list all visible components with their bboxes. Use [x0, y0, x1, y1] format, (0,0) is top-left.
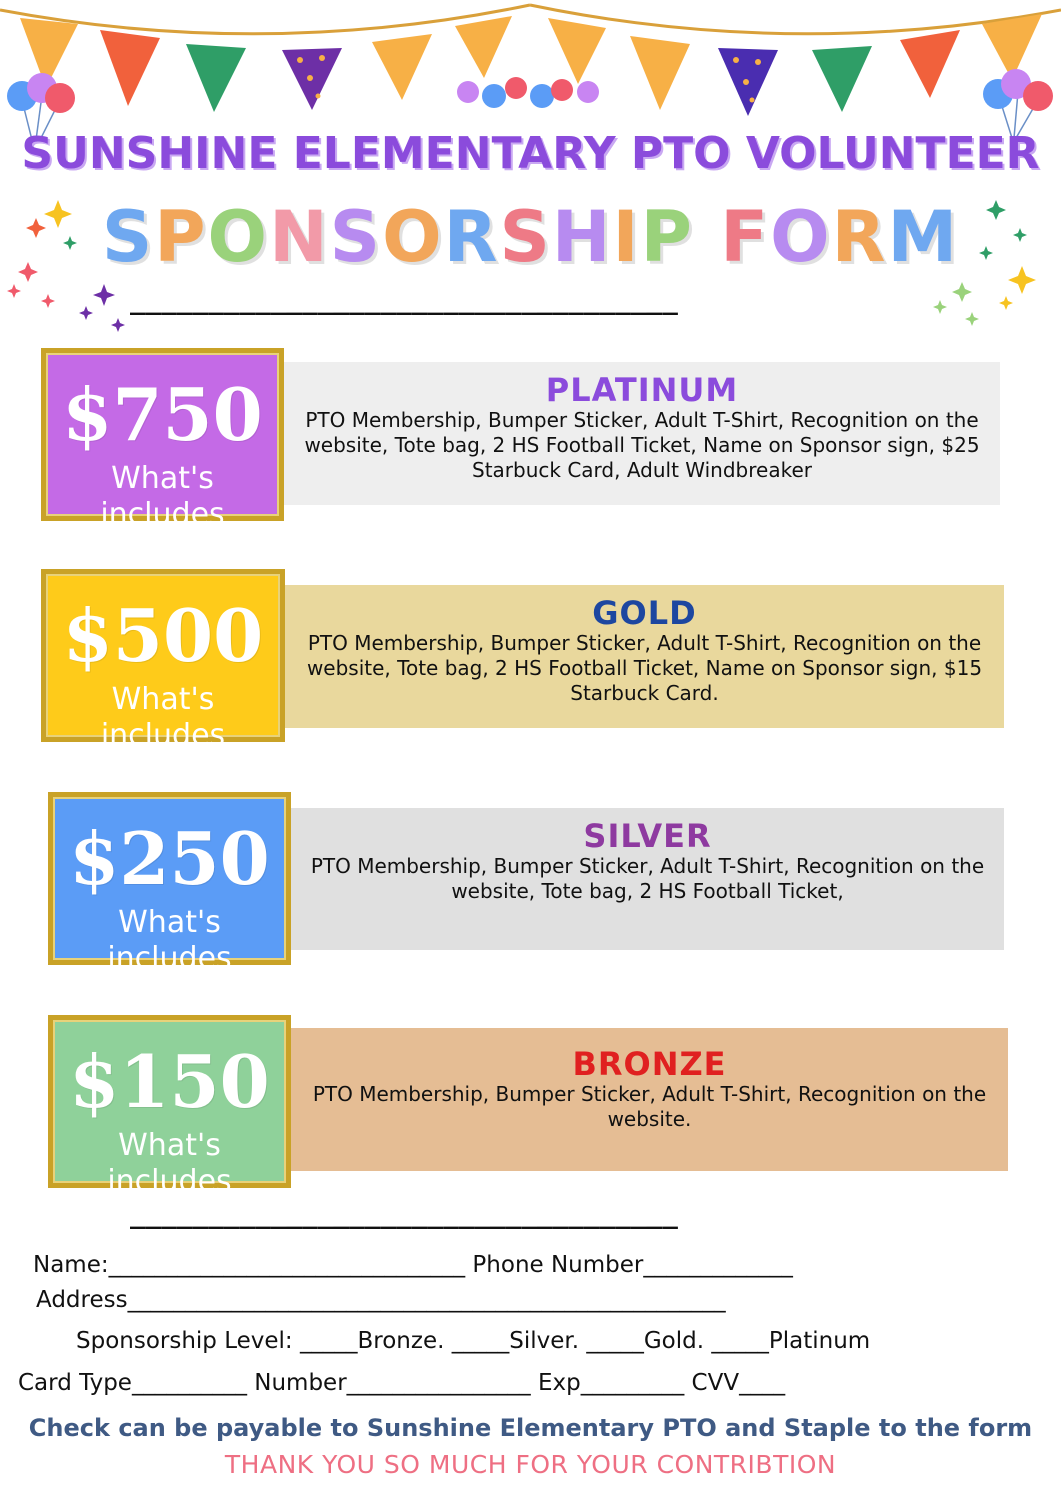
cvv-label: CVV — [691, 1370, 740, 1396]
name-phone-row — [33, 1250, 793, 1280]
tier-panel-platinum — [284, 362, 1000, 505]
address-label: Address — [36, 1287, 128, 1313]
tier-panel-gold — [285, 585, 1004, 728]
title-letter — [694, 196, 720, 278]
tier-price-box-silver — [48, 792, 291, 976]
level-bronze-label: Bronze. — [357, 1328, 445, 1354]
level-platinum-label: Platinum — [768, 1328, 871, 1354]
tier-subtitle: What's includes — [107, 1128, 232, 1199]
cvv-field[interactable]: ____ — [739, 1370, 786, 1396]
title-letter: O — [770, 196, 832, 278]
exp-label: Exp — [537, 1370, 581, 1396]
title-letter: O — [207, 196, 270, 278]
level-platinum-field[interactable]: _____ — [711, 1328, 769, 1354]
tier-description: PTO Membership, Bumper Sticker, Adult T-Shirt, Recognition on the website, Tote bag, 2 HS Football Ticket, Name on Sponsor sign, $15 Starbuck Card. — [306, 631, 983, 705]
top-divider: ___________________________________ — [130, 286, 678, 316]
tier-panel-bronze — [291, 1028, 1008, 1171]
tier-description: PTO Membership, Bumper Sticker, Adult T-Shirt, Recognition on the website, Tote bag, 2 HS Football Ticket, — [310, 854, 985, 903]
title-letter: R — [831, 196, 888, 278]
card-type-field[interactable]: __________ — [131, 1370, 247, 1396]
title-letter: P — [640, 196, 694, 278]
card-row — [18, 1368, 785, 1398]
card-number-field[interactable]: ________________ — [346, 1370, 531, 1396]
level-silver-field[interactable]: _____ — [451, 1328, 510, 1354]
tier-subtitle: What's includes — [100, 461, 225, 532]
tier-price-box-platinum — [41, 348, 284, 532]
title-letter: S — [101, 196, 155, 278]
address-row — [36, 1285, 726, 1315]
title-letter: R — [443, 196, 500, 278]
tier-price: $250 — [69, 816, 270, 901]
title-line2 — [0, 196, 1061, 278]
title-letter: N — [269, 196, 330, 278]
tier-description: PTO Membership, Bumper Sticker, Adult T-Shirt, Recognition on the website. — [312, 1082, 987, 1131]
tier-price: $500 — [62, 593, 264, 678]
title-letter: H — [551, 196, 613, 278]
tier-name: GOLD — [592, 594, 697, 632]
card-type-label: Card Type — [18, 1370, 132, 1396]
title-letter: F — [720, 196, 771, 278]
address-field[interactable]: ____________________________________________________ — [127, 1287, 726, 1313]
tier-price-box-gold — [41, 569, 285, 753]
tier-subtitle: What's includes — [100, 682, 226, 753]
level-gold-field[interactable]: _____ — [586, 1328, 644, 1354]
name-label: Name: — [33, 1252, 109, 1278]
tier-panel-silver — [291, 808, 1004, 950]
title-letter: O — [382, 196, 444, 278]
sponsorship-level-row — [76, 1326, 870, 1356]
level-bronze-field[interactable]: _____ — [300, 1328, 358, 1354]
name-field[interactable]: _______________________________ — [108, 1252, 466, 1278]
title-line1: SUNSHINE ELEMENTARY PTO VOLUNTEER — [21, 128, 1040, 179]
tier-name: BRONZE — [572, 1045, 727, 1083]
card-number-label: Number — [254, 1370, 347, 1396]
title-letter: P — [154, 196, 208, 278]
title-letter: S — [329, 196, 383, 278]
title-letter: S — [499, 196, 552, 278]
tier-description: PTO Membership, Bumper Sticker, Adult T-Shirt, Recognition on the website, Tote bag, 2 HS Football Ticket, Name on Sponsor sign, $25 Starbuck Card, Adult Windbreaker — [304, 408, 980, 482]
level-gold-label: Gold. — [643, 1328, 705, 1354]
exp-field[interactable]: _________ — [580, 1370, 685, 1396]
bottom-divider: ___________________________________ — [130, 1200, 678, 1230]
tier-name: PLATINUM — [545, 371, 739, 409]
level-label: Sponsorship Level: — [76, 1328, 293, 1354]
check-payable-note: Check can be payable to Sunshine Elementary PTO and Staple to the form — [28, 1414, 1033, 1442]
title-letter: M — [887, 196, 960, 278]
title-letter: I — [612, 196, 641, 278]
phone-field[interactable]: _____________ — [643, 1252, 793, 1278]
tier-price-box-bronze — [48, 1015, 291, 1199]
tier-price: $150 — [69, 1039, 270, 1124]
thank-you-note: THANK YOU SO MUCH FOR YOUR CONTRIBTION — [224, 1450, 837, 1479]
tier-price: $750 — [62, 372, 263, 457]
tier-subtitle: What's includes — [107, 905, 232, 976]
phone-label: Phone Number — [472, 1252, 644, 1278]
level-silver-label: Silver. — [509, 1328, 580, 1354]
tier-name: SILVER — [583, 817, 712, 855]
